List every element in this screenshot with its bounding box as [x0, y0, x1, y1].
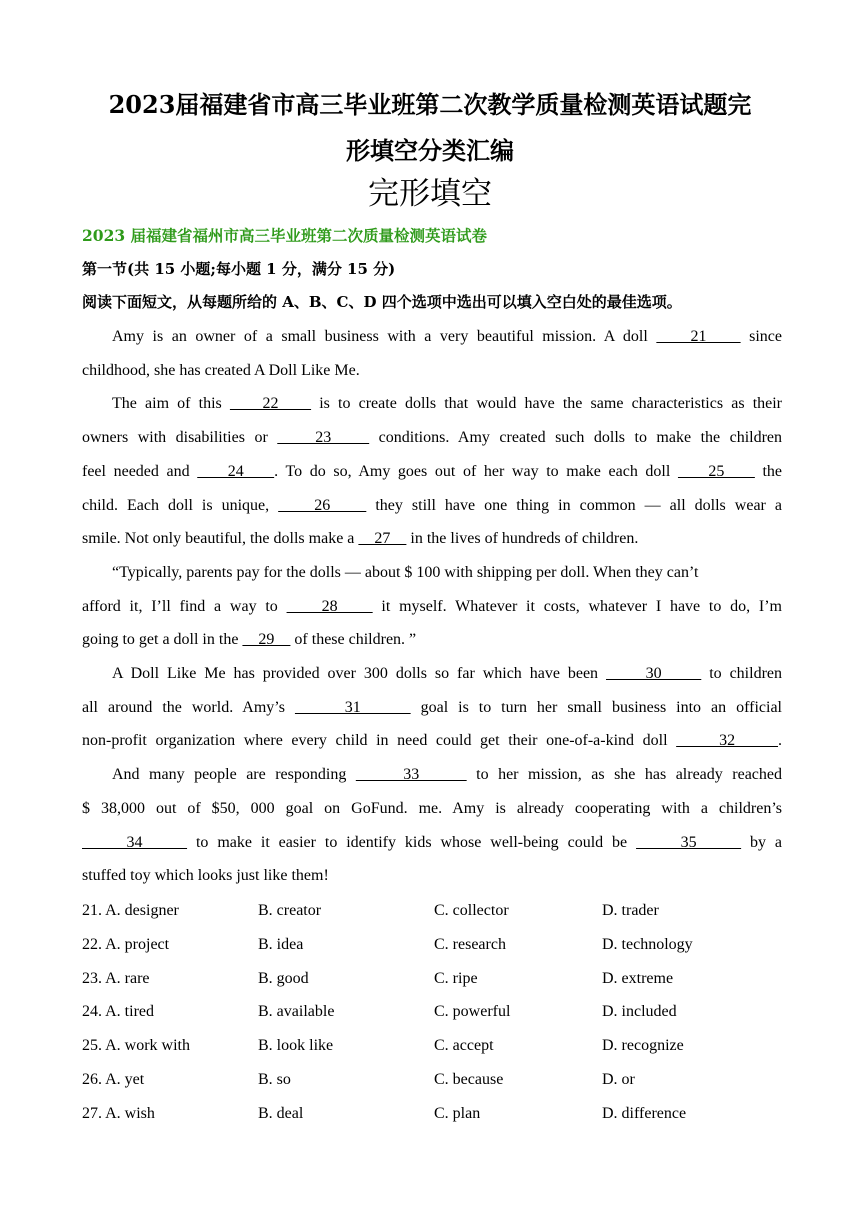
passage-text: non-profit organization where every child in need could get their one-of-a-kind doll: [82, 732, 677, 750]
passage-text: A Doll Like Me has provided over 300 dolls so far which have been: [112, 665, 606, 682]
exam-title: 2023 届福建省福州市高三毕业班第二次质量检测英语试卷: [82, 226, 488, 245]
passage-line: [82, 792, 782, 826]
option-row: [82, 995, 782, 1029]
option-row: [82, 1063, 782, 1097]
option-choice: 27. A. wish: [82, 1104, 155, 1122]
cloze-blank: 29: [242, 631, 291, 649]
option-choice: D. recognize: [602, 1037, 684, 1055]
passage-line: [112, 657, 782, 691]
option-choice: D. or: [602, 1071, 635, 1088]
option-choice: B. good: [258, 969, 309, 987]
title-line-2: 形填空分类汇编: [346, 136, 514, 165]
cloze-blank: 32: [676, 732, 779, 750]
passage-line: [82, 522, 638, 556]
option-choice: D. included: [602, 1003, 677, 1021]
passage-text: in the lives of hundreds of children.: [406, 530, 639, 548]
option-row: [82, 1029, 782, 1063]
passage-line: [112, 758, 782, 792]
cloze-blank: 21: [656, 328, 741, 345]
passage-text: goal is to turn her small business into an official: [410, 698, 782, 716]
passage-text: stuffed toy which looks just like them!: [82, 867, 329, 885]
passage-text: conditions. Amy created such dolls to make the children: [369, 429, 783, 447]
option-choice: 25. A. work with: [82, 1037, 190, 1055]
passage-text: The aim of this: [112, 395, 230, 413]
passage-line: [82, 455, 782, 489]
passage-line: [112, 320, 782, 354]
cloze-blank: 27: [358, 530, 407, 548]
section-title: 完形填空: [368, 176, 492, 212]
option-row: [82, 1097, 782, 1131]
passage-text: child. Each doll is unique,: [82, 496, 279, 514]
cloze-blank: 35: [636, 833, 742, 851]
option-choice: C. because: [434, 1071, 504, 1088]
passage-line: [82, 421, 782, 455]
cloze-blank: 28: [286, 597, 373, 615]
passage-line: [82, 354, 360, 388]
passage-text: is to create dolls that would have the same characteristics as their: [311, 395, 783, 413]
cloze-blank: 25: [677, 462, 755, 480]
passage-text: by a: [741, 833, 783, 851]
passage-text: feel needed and: [82, 462, 198, 480]
option-choice: B. creator: [258, 902, 322, 919]
option-choice: B. idea: [258, 935, 304, 953]
option-choice: C. collector: [434, 902, 509, 919]
passage-line: [82, 859, 329, 893]
passage-text: since: [740, 328, 783, 345]
passage-text: to make it easier to identify kids whose well-being could be: [187, 833, 637, 851]
option-choice: C. powerful: [434, 1003, 511, 1021]
option-choice: 23. A. rare: [82, 969, 150, 987]
option-choice: C. plan: [434, 1104, 481, 1122]
option-choice: D. difference: [602, 1104, 687, 1122]
cloze-blank: 33: [355, 766, 467, 784]
passage-text: “Typically, parents pay for the dolls — about $ 100 with shipping per doll. When they can’t: [112, 563, 699, 581]
cloze-blank: 26: [278, 496, 367, 514]
passage-text: all around the world. Amy’s: [82, 698, 295, 716]
option-row: [82, 962, 782, 996]
option-choice: 22. A. project: [82, 935, 170, 953]
option-row: [82, 894, 782, 928]
passage-text: And many people are responding: [112, 766, 356, 784]
cloze-blank: 24: [197, 462, 275, 480]
passage-line: [82, 724, 782, 758]
cloze-blank: 22: [229, 395, 312, 413]
passage-text: $ 38,000 out of $50, 000 goal on GoFund. me. Amy is already cooperating with a children’s: [82, 799, 782, 817]
passage-text: to her mission, as she has already reached: [466, 766, 782, 784]
passage-text: going to get a doll in the: [82, 631, 243, 649]
passage-text: to children: [701, 665, 783, 682]
passage-text: childhood, she has created A Doll Like Me.: [82, 361, 360, 379]
title-line-1: 2023届福建省市高三毕业班第二次教学质量检测英语试题完: [108, 90, 752, 119]
option-choice: 24. A. tired: [82, 1003, 154, 1021]
passage-line: [82, 826, 782, 860]
instructions: 阅读下面短文，从每题所给的 A、B、C、D 四个选项中选出可以填入空白处的最佳选项。: [82, 293, 682, 311]
passage-line: [82, 590, 782, 624]
passage-line: [112, 556, 698, 590]
option-choice: D. technology: [602, 935, 693, 953]
passage-text: afford it, I’ll find a way to: [82, 597, 287, 615]
option-choice: B. deal: [258, 1104, 304, 1122]
option-choice: B. so: [258, 1071, 291, 1088]
document-title: [70, 82, 790, 174]
passage-text: owners with disabilities or: [82, 429, 278, 447]
passage-line: [82, 691, 782, 725]
option-choice: D. extreme: [602, 969, 674, 987]
option-choice: C. accept: [434, 1037, 494, 1055]
passage-text: it myself. Whatever it costs, whatever I have to do, I’m: [372, 597, 782, 615]
option-row: [82, 928, 782, 962]
option-choice: C. ripe: [434, 969, 478, 987]
part-heading: 第一节(共 15 小题;每小题 1 分，满分 15 分): [82, 260, 396, 278]
option-choice: B. available: [258, 1003, 335, 1021]
passage-text: smile. Not only beautiful, the dolls make a: [82, 530, 359, 548]
option-choice: D. trader: [602, 902, 659, 919]
passage-text: .: [778, 732, 783, 750]
passage-line: [82, 489, 782, 523]
option-choice: 21. A. designer: [82, 902, 179, 919]
cloze-blank: 23: [277, 429, 370, 447]
cloze-blank: 31: [294, 698, 411, 716]
option-choice: C. research: [434, 935, 506, 953]
cloze-blank: 34: [82, 833, 188, 851]
cloze-blank: 30: [606, 665, 702, 682]
passage-text: . To do so, Amy goes out of her way to make each doll: [274, 462, 678, 480]
option-choice: 26. A. yet: [82, 1071, 145, 1088]
passage-text: Amy is an owner of a small business with a very beautiful mission. A doll: [112, 328, 657, 345]
option-choice: B. look like: [258, 1037, 334, 1055]
passage-text: of these children. ”: [290, 631, 417, 649]
passage-line: [82, 623, 416, 657]
passage-text: they still have one thing in common — all dolls wear a: [366, 496, 783, 514]
passage-text: the: [754, 462, 783, 480]
passage-line: [112, 387, 782, 421]
